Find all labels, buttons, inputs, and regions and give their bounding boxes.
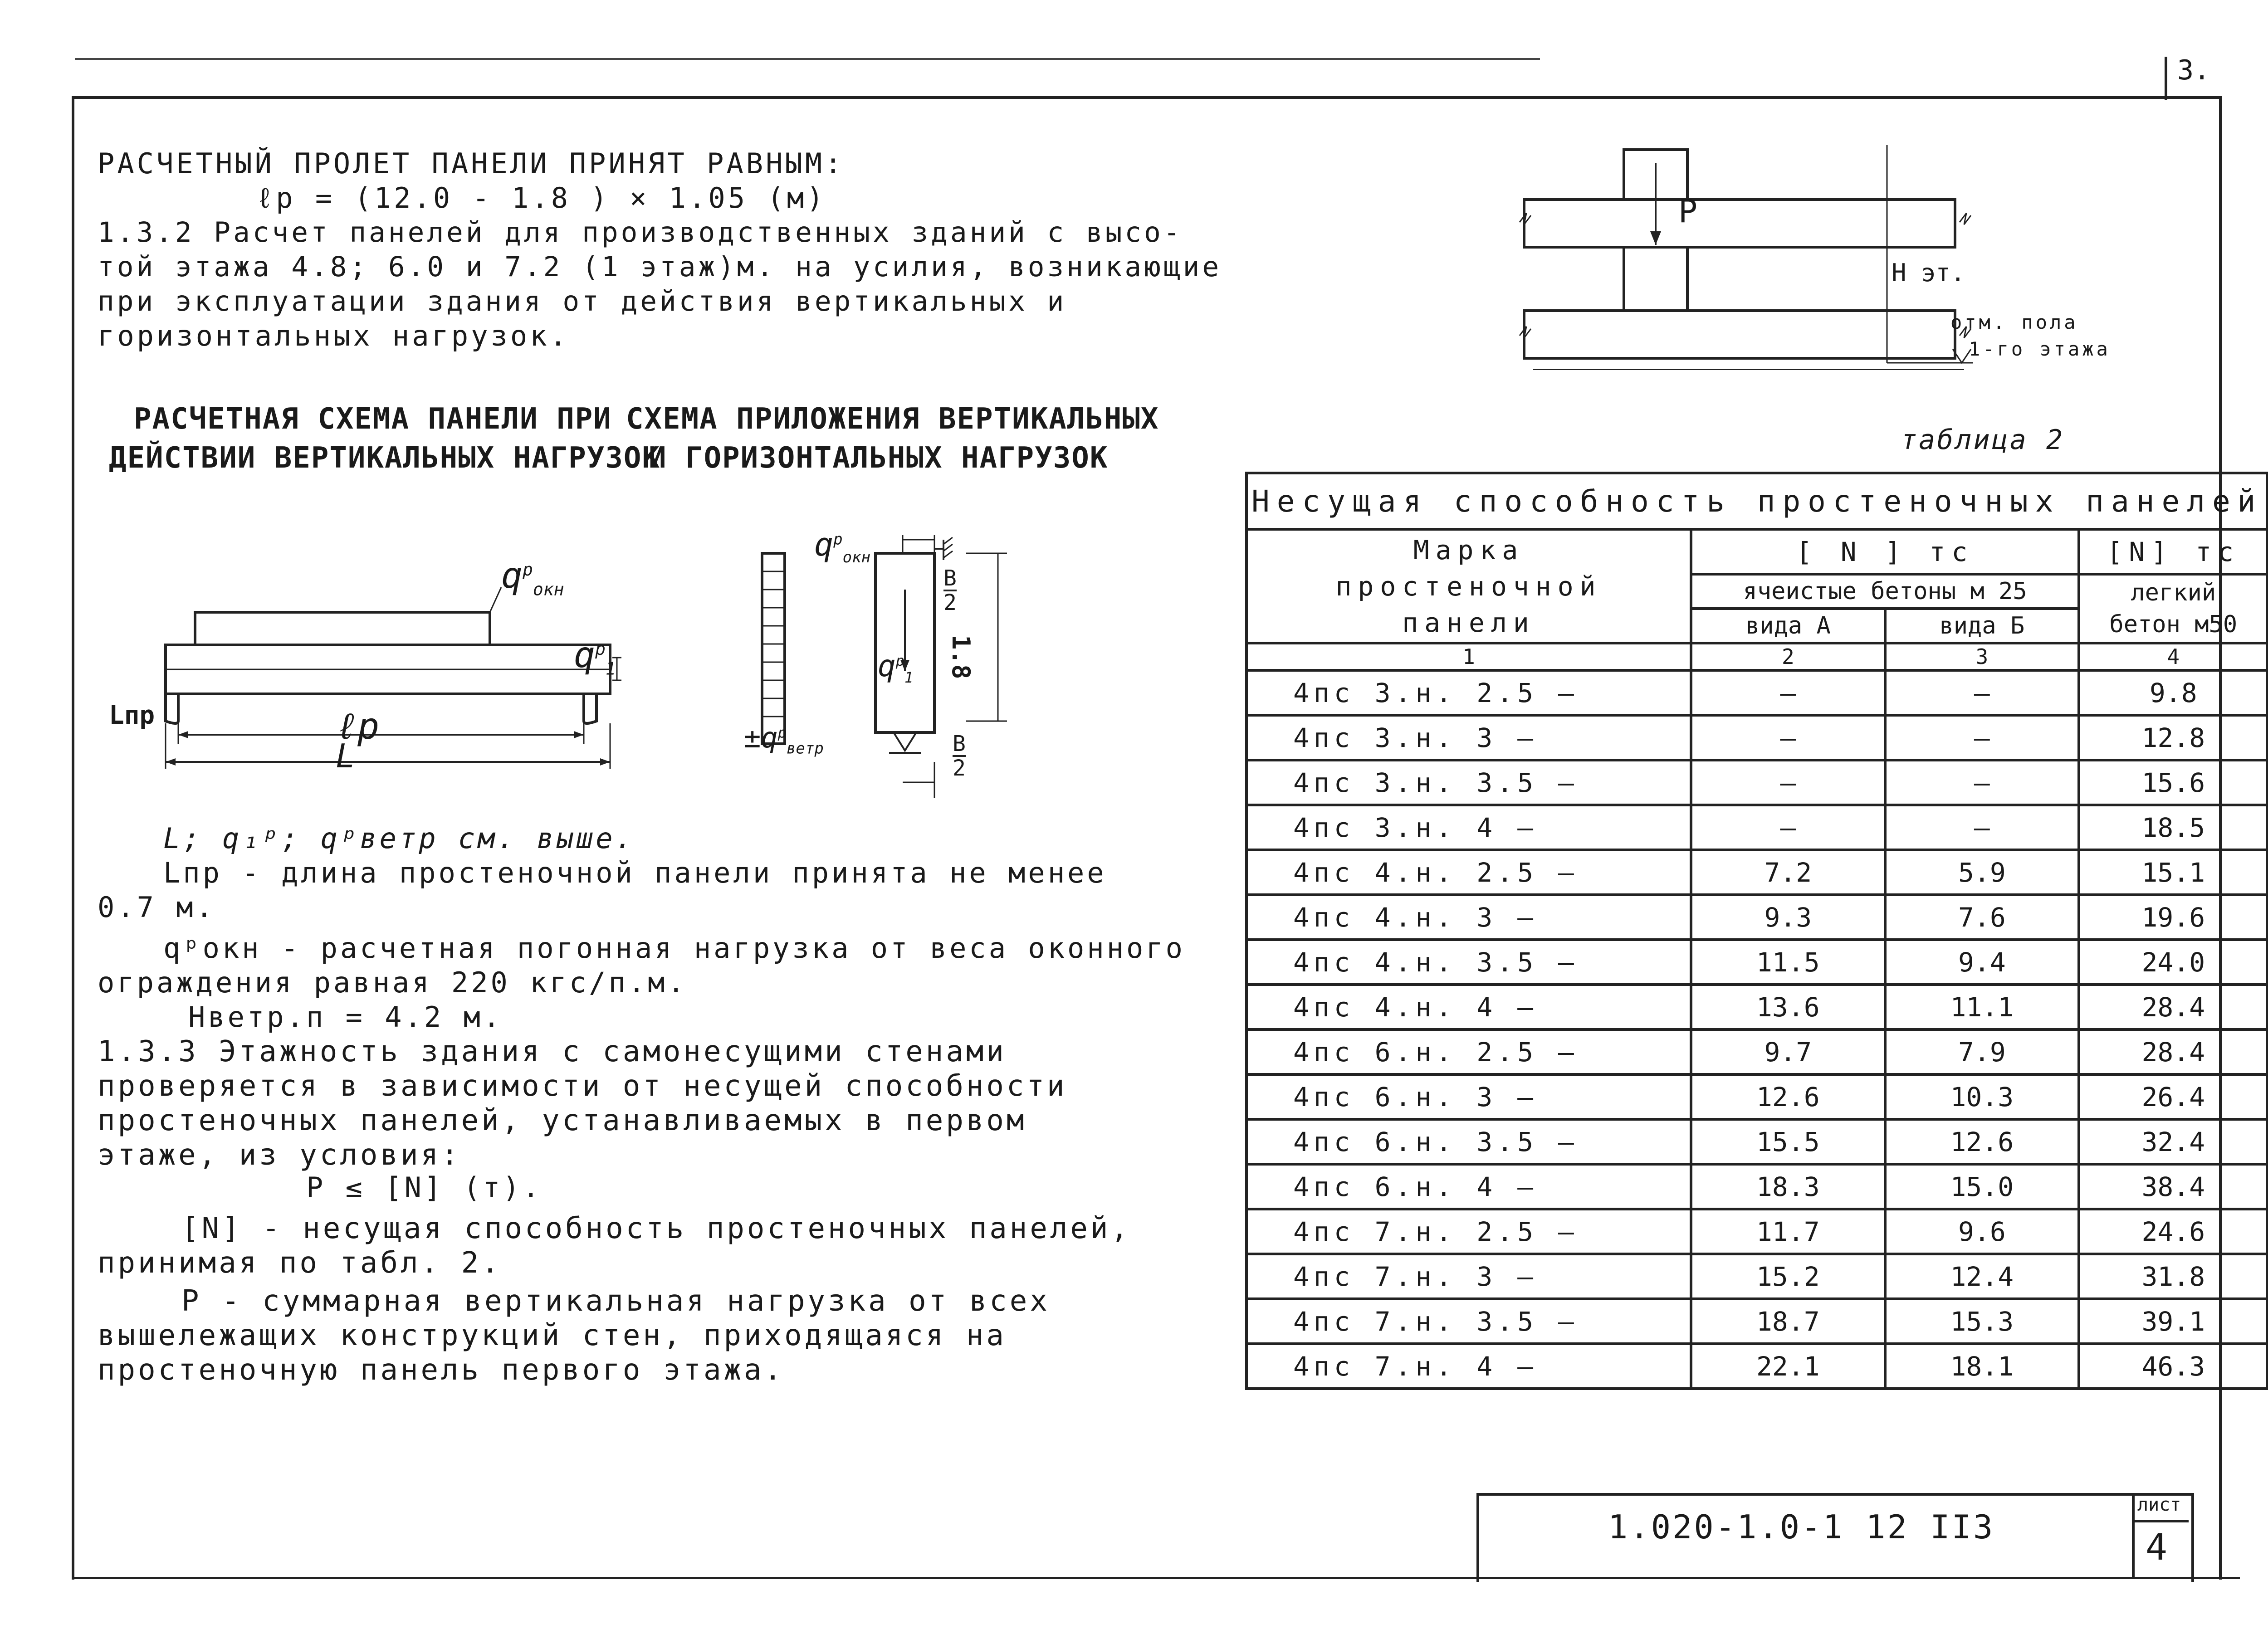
fig1-q1-sub: 1 [605, 658, 616, 679]
cell-light-concrete: 39.1 [2079, 1299, 2268, 1344]
note-line-16: простеночную панель первого этажа. [98, 1353, 785, 1387]
table-caption: таблица 2 [1901, 424, 2065, 456]
header-mark-line-2: простеночной [1335, 571, 1602, 602]
cell-light-concrete: 18.5 [2079, 805, 2268, 850]
cell-panel-mark: 4пс 6.н. 3 – [1246, 1074, 1691, 1119]
table-row [1246, 1209, 2268, 1254]
cell-kind-a: — [1691, 715, 1885, 760]
note-line-14: P - суммарная вертикальная нагрузка от всех [181, 1284, 1050, 1318]
note-line-11: P ≤ [N] (т). [306, 1171, 542, 1204]
cell-kind-b: 11.1 [1885, 985, 2079, 1029]
note-line-4: qᵖокн - расчетная погонная нагрузка от веса оконного [163, 932, 1186, 965]
cell-panel-mark: 4пс 7.н. 2.5 – [1246, 1209, 1691, 1254]
cell-light-concrete: 24.0 [2079, 940, 2268, 985]
text-line-2: ℓр = (12.0 - 1.8 ) × 1.05 (м) [256, 181, 826, 215]
capacity-table [1245, 472, 2268, 1390]
header-n-cellular: [ N ] тс [1691, 529, 2079, 574]
cell-panel-mark: 4пс 3.н. 3 – [1246, 715, 1691, 760]
cell-kind-b: 15.3 [1885, 1299, 2079, 1344]
fig2-q1-sub: 1 [904, 669, 914, 687]
cell-panel-mark: 4пс 3.н. 3.5 – [1246, 760, 1691, 805]
cell-kind-b: 10.3 [1885, 1074, 2079, 1119]
note-line-15: вышележащих конструкций стен, приходящаяся на [98, 1319, 1007, 1352]
cell-kind-b: 7.6 [1885, 895, 2079, 940]
top-rule [75, 58, 1540, 60]
cell-kind-b: 12.4 [1885, 1254, 2079, 1299]
page-number: 3. [2177, 54, 2210, 86]
header-mark [1246, 529, 1691, 643]
cell-panel-mark: 4пс 7.н. 3.5 – [1246, 1299, 1691, 1344]
note-line-1: L; q₁ᵖ; qᵖветр см. выше. [163, 822, 635, 855]
fig2-b2-top-num: В [943, 566, 957, 591]
cell-kind-b: 9.6 [1885, 1209, 2079, 1254]
cell-kind-a: — [1691, 760, 1885, 805]
cell-panel-mark: 4пс 4.н. 3 – [1246, 895, 1691, 940]
text-line-4: той этажа 4.8; 6.0 и 7.2 (1 этаж)м. на усилия, возникающие [98, 251, 1222, 283]
cell-panel-mark: 4пс 6.н. 4 – [1246, 1164, 1691, 1209]
cell-panel-mark: 4пс 4.н. 3.5 – [1246, 940, 1691, 985]
cell-kind-b: 15.0 [1885, 1164, 2079, 1209]
table-row [1246, 985, 2268, 1029]
fig2-b2-top [943, 567, 957, 614]
cell-kind-a: 18.7 [1691, 1299, 1885, 1344]
header-light-line-1: легкий [2131, 579, 2216, 606]
cell-light-concrete: 26.4 [2079, 1074, 2268, 1119]
cell-panel-mark: 4пс 4.н. 4 – [1246, 985, 1691, 1029]
header-light [2079, 574, 2268, 643]
cell-light-concrete: 31.8 [2079, 1254, 2268, 1299]
fig2-q-vetr-sub: ветр [786, 739, 824, 758]
fig3-level-label-1: отм. пола [1950, 311, 2078, 333]
table-header-row-1 [1246, 529, 2268, 574]
header-kind-b: вида Б [1885, 609, 2079, 643]
sheet-label: лист [2137, 1494, 2181, 1515]
cell-kind-b: 18.1 [1885, 1344, 2079, 1389]
header-kind-a: вида А [1691, 609, 1885, 643]
table-row [1246, 1299, 2268, 1344]
page-number-mark [2165, 57, 2167, 100]
fig1-title-line-2: ДЕЙСТВИИ ВЕРТИКАЛЬНЫХ НАГРУЗОК [109, 441, 660, 475]
fig2-b2-bottom [953, 732, 966, 780]
cell-kind-b: — [1885, 805, 2079, 850]
cell-kind-a: — [1691, 805, 1885, 850]
fig3-p-label: P [1678, 193, 1698, 230]
fig2-q1: q [878, 649, 896, 683]
cell-kind-a: 7.2 [1691, 850, 1885, 895]
text-line-3: 1.3.2 Расчет панелей для производственных зданий с высо- [98, 216, 1183, 249]
cell-kind-b: 7.9 [1885, 1029, 2079, 1074]
header-mark-line-1: Марка [1413, 534, 1525, 566]
cell-light-concrete: 46.3 [2079, 1344, 2268, 1389]
sheet-number: 4 [2146, 1526, 2168, 1568]
fig2-title-line-1: СХЕМА ПРИЛОЖЕНИЯ ВЕРТИКАЛЬНЫХ [626, 402, 1159, 436]
cell-panel-mark: 4пс 7.н. 3 – [1246, 1254, 1691, 1299]
cell-kind-a: 22.1 [1691, 1344, 1885, 1389]
cell-kind-a: 15.5 [1691, 1119, 1885, 1164]
fig1-q1-sup: р [595, 639, 606, 659]
fig2-q-vetr-sup: р [777, 724, 787, 741]
fig1-L-label: L [336, 737, 356, 775]
table-row [1246, 895, 2268, 940]
fig2-q-vetr-label [744, 721, 824, 757]
note-line-2: Lпр - длина простеночной панели принята не менее [163, 856, 1107, 889]
col-number-2: 2 [1691, 643, 1885, 670]
table-title: Несущая способность простеночных панелей [1246, 473, 2268, 529]
table-row [1246, 850, 2268, 895]
note-line-5: ограждения равная 220 кгс/п.м. [98, 966, 687, 999]
note-line-7: 1.3.3 Этажность здания с самонесущими стенами [98, 1035, 1007, 1068]
sheet-box-divider [2132, 1520, 2189, 1522]
table-body [1246, 670, 2268, 1389]
cell-kind-a: 11.7 [1691, 1209, 1885, 1254]
note-line-10: этаже, из условия: [98, 1138, 461, 1172]
cell-light-concrete: 28.4 [2079, 1029, 2268, 1074]
table-row [1246, 670, 2268, 715]
fig1-q1: q [574, 635, 595, 676]
cell-panel-mark: 4пс 6.н. 3.5 – [1246, 1119, 1691, 1164]
col-number-3: 3 [1885, 643, 2079, 670]
cell-light-concrete: 12.8 [2079, 715, 2268, 760]
note-line-12: [N] - несущая способность простеночных панелей, [181, 1212, 1131, 1245]
cell-kind-b: 5.9 [1885, 850, 2079, 895]
col-number-4: 4 [2079, 643, 2268, 670]
table-row [1246, 1254, 2268, 1299]
fig2-height-label: 1.8 [947, 635, 975, 679]
header-cellular: ячеистые бетоны м 25 [1691, 574, 2079, 609]
cell-kind-a: — [1691, 670, 1885, 715]
fig2-title-line-2: И ГОРИЗОНТАЛЬНЫХ НАГРУЗОК [649, 441, 1109, 475]
fig2-q-okn-sup: р [833, 530, 843, 549]
cell-light-concrete: 32.4 [2079, 1119, 2268, 1164]
table-row [1246, 715, 2268, 760]
cell-kind-a: 15.2 [1691, 1254, 1885, 1299]
cell-kind-b: 12.6 [1885, 1119, 2079, 1164]
cell-kind-a: 11.5 [1691, 940, 1885, 985]
text-line-1: РАСЧЕТНЫЙ ПРОЛЕТ ПАНЕЛИ ПРИНЯТ РАВНЫМ: [98, 147, 845, 180]
fig2-q-okn-sub: окн [842, 548, 871, 566]
note-line-3: 0.7 м. [98, 891, 215, 924]
cell-kind-b: — [1885, 715, 2079, 760]
note-line-9: простеночных панелей, устанавливаемых в первом [98, 1104, 1027, 1137]
note-line-13: принимая по табл. 2. [98, 1246, 502, 1280]
table-title-row [1246, 473, 2268, 529]
cell-panel-mark: 4пс 3.н. 2.5 – [1246, 670, 1691, 715]
fig2-q1-sup: р [895, 652, 905, 669]
text-line-5: при эксплуатации здания от действия вертикальных и [98, 285, 1067, 317]
fig1-title-line-1: РАСЧЕТНАЯ СХЕМА ПАНЕЛИ ПРИ [134, 402, 612, 436]
fig2-q1-label [878, 649, 913, 686]
cell-panel-mark: 4пс 3.н. 4 – [1246, 805, 1691, 850]
fig1-q1-label [574, 635, 616, 679]
cell-panel-mark: 4пс 7.н. 4 – [1246, 1344, 1691, 1389]
cell-kind-a: 18.3 [1691, 1164, 1885, 1209]
header-mark-line-3: панели [1402, 607, 1535, 638]
text-line-6: горизонтальных нагрузок. [98, 319, 569, 352]
cell-kind-b: — [1885, 760, 2079, 805]
cell-light-concrete: 19.6 [2079, 895, 2268, 940]
fig1-q-okn: q [501, 556, 523, 596]
table-row [1246, 1029, 2268, 1074]
note-line-8: проверяется в зависимости от несущей способности [98, 1069, 1067, 1103]
cell-light-concrete: 24.6 [2079, 1209, 2268, 1254]
cell-kind-a: 12.6 [1691, 1074, 1885, 1119]
table-row [1246, 940, 2268, 985]
table-row [1246, 760, 2268, 805]
fig3-height-label: Н эт. [1892, 259, 1965, 287]
cell-kind-b: 9.4 [1885, 940, 2079, 985]
header-n-light: [N] тс [2079, 529, 2268, 574]
header-light-line-2: бетон м50 [2109, 611, 2238, 638]
cell-kind-a: 9.7 [1691, 1029, 1885, 1074]
cell-light-concrete: 28.4 [2079, 985, 2268, 1029]
table-row [1246, 805, 2268, 850]
fig2-q-okn: q [814, 526, 834, 563]
col-number-1: 1 [1246, 643, 1691, 670]
fig2-b2-bottom-num: В [953, 731, 966, 756]
cell-panel-mark: 4пс 6.н. 2.5 – [1246, 1029, 1691, 1074]
fig2-q-okn-label [814, 526, 870, 566]
cell-panel-mark: 4пс 4.н. 2.5 – [1246, 850, 1691, 895]
fig2-q-vetr: ±q [744, 721, 778, 754]
fig1-q-okn-label [501, 556, 564, 600]
note-line-6: Hветр.п = 4.2 м. [188, 1000, 503, 1034]
fig1-q-okn-sup: р [522, 560, 533, 580]
table-column-numbers [1246, 643, 2268, 670]
fig3-level-label-2: 1-го этажа [1969, 338, 2111, 360]
table-row [1246, 1119, 2268, 1164]
cell-light-concrete: 15.1 [2079, 850, 2268, 895]
table-row [1246, 1164, 2268, 1209]
cell-kind-a: 9.3 [1691, 895, 1885, 940]
cell-kind-a: 13.6 [1691, 985, 1885, 1029]
table-row [1246, 1344, 2268, 1389]
fig1-q-okn-sub: окн [533, 579, 564, 600]
fig2-b2-bottom-den: 2 [953, 756, 966, 781]
fig1-lpr-label: Lпр [109, 701, 155, 730]
cell-light-concrete: 15.6 [2079, 760, 2268, 805]
cell-kind-b: — [1885, 670, 2079, 715]
drawing-code: 1.020-1.0-1 12 II3 [1608, 1508, 1995, 1546]
table-row [1246, 1074, 2268, 1119]
cell-light-concrete: 9.8 [2079, 670, 2268, 715]
fig2-b2-top-den: 2 [943, 590, 957, 615]
cell-light-concrete: 38.4 [2079, 1164, 2268, 1209]
fig1-lp-label: ℓр [336, 705, 380, 747]
